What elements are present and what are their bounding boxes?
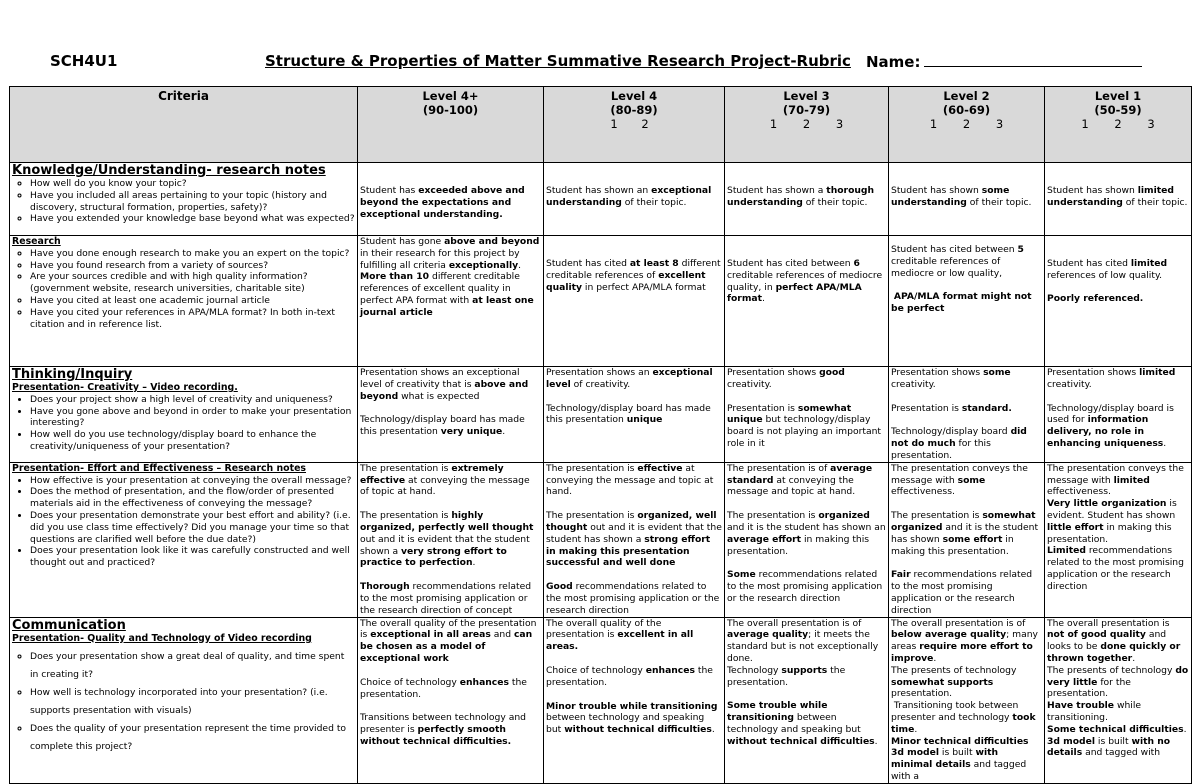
document-title: Structure & Properties of Matter Summative Research Project-Rubric (265, 52, 851, 70)
section-heading: Knowledge/Understanding- research notes (12, 163, 326, 178)
subsection-heading: Presentation- Effort and Effectiveness – Research notes (12, 462, 307, 474)
criteria-cell (10, 462, 358, 617)
criteria-cell (10, 367, 358, 463)
criteria-question: ◦ Have you done enough research to make you an expert on the topic? (30, 248, 355, 260)
descriptor-cell: Presentation shows limited creativity. Technology/display board is used for information delivery, no role in enhancing uniqueness. (1045, 367, 1192, 463)
rubric-table (9, 86, 1192, 784)
row-thinking (10, 367, 1192, 463)
descriptor-cell: Student has shown a thorough understanding of their topic. (725, 163, 889, 236)
criteria-question: ◦ Does your presentation show a great deal of quality, and time spent in creating it? (30, 648, 355, 684)
criteria-question: ◦ Does the quality of your presentation represent the time provided to complete this project? (30, 720, 355, 756)
criteria-question: ◦ Have you cited your references in APA/MLA format? In both in-text citation and in reference list. (30, 307, 355, 331)
descriptor-cell: The presentation is extremely effective at conveying the message of topic at hand. The presentation is highly organized, perfectly well thought out and it is evident that the student shown a very strong effort to practice to perfection. Thorough recommendations related to the most promising application or the research direction of concept (358, 462, 544, 617)
criteria-question: ◦ Have you found research from a variety of sources? (30, 260, 355, 272)
name-blank-line[interactable] (924, 52, 1142, 67)
criteria-question: • How well do you use technology/display board to enhance the creativity/uniqueness of your presentation? (30, 429, 355, 453)
descriptor-cell: The presentation is effective at conveying the message and topic at hand. The presentation is organized, well thought out and it is evident that the student has shown a strong effort in making this presentation successful and well done Good recommendations related to the most promising application or the research direction (544, 462, 725, 617)
level-header: Level 2 (60-69) 1 2 3 (889, 87, 1045, 163)
row-communication (10, 617, 1192, 783)
descriptor-cell: Student has cited limited references of low quality. Poorly referenced. (1045, 236, 1192, 367)
criteria-cell (10, 163, 358, 236)
criteria-question: ◦ Are your sources credible and with high quality information? (government website, research universities, charitable site) (30, 271, 355, 295)
descriptor-cell: Student has cited between 5 creditable references of mediocre or low quality, APA/MLA format might not be perfect (889, 236, 1045, 367)
descriptor-cell: Student has exceeded above and beyond the expectations and exceptional understanding. (358, 163, 544, 236)
name-label: Name: (866, 53, 921, 71)
descriptor-cell: Student has shown some understanding of their topic. (889, 163, 1045, 236)
descriptor-cell: Presentation shows an exceptional level of creativity. Technology/display board has made this presentation unique (544, 367, 725, 463)
row-effort (10, 462, 1192, 617)
criteria-question: ◦ Have you extended your knowledge base beyond what was expected? (30, 213, 355, 225)
descriptor-cell: Presentation shows good creativity. Presentation is somewhat unique but technology/display board is not playing an important role in it (725, 367, 889, 463)
criteria-question: ◦ How well do you know your topic? (30, 178, 355, 190)
descriptor-cell: The overall quality of the presentation is excellent in all areas. Choice of technology enhances the presentation. Minor trouble while transitioning between technology and speaking but without technical difficulties. (544, 617, 725, 783)
descriptor-cell: The presentation is of average standard at conveying the message and topic at hand. The presentation is organized and it is the student has shown an average effort in making this presentation. Some recommendations related to the most promising application or the research direction (725, 462, 889, 617)
document-header (0, 52, 1200, 76)
criteria-cell (10, 617, 358, 783)
descriptor-cell: Student has cited at least 8 different creditable references of excellent quality in perfect APA/MLA format (544, 236, 725, 367)
descriptor-cell: The overall presentation is of below average quality; many areas require more effort to improve. The presents of technology somewhat supports presentation. Transitioning took between presenter and technology took time. Minor technical difficulties 3d model is built with minimal details and tagged with a (889, 617, 1045, 783)
descriptor-cell: The presentation conveys the message with limited effectiveness. Very little organization is evident. Student has shown little effort in making this presentation. Limited recommendations related to the most promising application or the research direction (1045, 462, 1192, 617)
criteria-header: Criteria (10, 87, 358, 163)
section-heading: Thinking/Inquiry (12, 367, 133, 382)
descriptor-cell: Student has shown an exceptional understanding of their topic. (544, 163, 725, 236)
criteria-question: ◦ Have you included all areas pertaining to your topic (history and discovery, structural formation, properties, safety)? (30, 190, 355, 214)
criteria-cell (10, 236, 358, 367)
criteria-question: • Does your presentation look like it was carefully constructed and well thought out and practiced? (30, 545, 355, 569)
descriptor-cell: Presentation shows some creativity. Presentation is standard. Technology/display board did not do much for this presentation. (889, 367, 1045, 463)
criteria-question: • Does the method of presentation, and the flow/order of presented materials aid in the effectiveness of conveying the message? (30, 486, 355, 510)
descriptor-cell: Presentation shows an exceptional level of creativity that is above and beyond what is expected Technology/display board has made this presentation very unique. (358, 367, 544, 463)
descriptor-cell: The presentation conveys the message with some effectiveness. The presentation is somewhat organized and it is the student has shown some effort in making this presentation. Fair recommendations related to the most promising application or the research direction (889, 462, 1045, 617)
name-field[interactable] (866, 52, 1142, 71)
criteria-question: • How effective is your presentation at conveying the overall message? (30, 475, 355, 487)
subsection-heading: Presentation- Creativity – Video recording. (12, 382, 238, 393)
descriptor-cell: The overall quality of the presentation is exceptional in all areas and can be chosen as a model of exceptional work Choice of technology enhances the presentation. Transitions between technology and presenter is perfectly smooth without technical difficulties. (358, 617, 544, 783)
course-code: SCH4U1 (50, 52, 118, 70)
level-header: Level 4+ (90-100) (358, 87, 544, 163)
criteria-question: • Does your presentation demonstrate your best effort and ability? (i.e. did you use class time effectively? Did you manage your time so that questions are clarified well before the due date?) (30, 510, 355, 545)
level-header: Level 4 (80-89) 1 2 (544, 87, 725, 163)
criteria-question: • Does your project show a high level of creativity and uniqueness? (30, 394, 355, 406)
level-header: Level 3 (70-79) 1 2 3 (725, 87, 889, 163)
level-header: Level 1 (50-59) 1 2 3 (1045, 87, 1192, 163)
descriptor-cell: Student has gone above and beyond in their research for this project by fulfilling all criteria exceptionally. More than 10 different creditable references of excellent quality in perfect APA format with at least one journal article (358, 236, 544, 367)
row-knowledge (10, 163, 1192, 236)
subsection-heading: Research (12, 236, 61, 247)
criteria-question: ◦ Have you cited at least one academic journal article (30, 295, 355, 307)
subsection-heading: Presentation- Quality and Technology of Video recording (12, 632, 312, 644)
criteria-question: ◦ How well is technology incorporated into your presentation? (i.e. supports presentation with visuals) (30, 684, 355, 720)
criteria-question: • Have you gone above and beyond in order to make your presentation interesting? (30, 406, 355, 430)
descriptor-cell: Student has shown limited understanding of their topic. (1045, 163, 1192, 236)
section-heading: Communication (12, 617, 126, 633)
descriptor-cell: Student has cited between 6 creditable references of mediocre quality, in perfect APA/MLA format. (725, 236, 889, 367)
descriptor-cell: The overall presentation is of average quality; it meets the standard but is not exceptionally done. Technology supports the presentation. Some trouble while transitioning between technology and speaking but without technical difficulties. (725, 617, 889, 783)
descriptor-cell: The overall presentation is not of good quality and looks to be done quickly or thrown together. The presents of technology do very little for the presentation. Have trouble while transitioning. Some technical difficulties. 3d model is built with no details and tagged with (1045, 617, 1192, 783)
row-research (10, 236, 1192, 367)
